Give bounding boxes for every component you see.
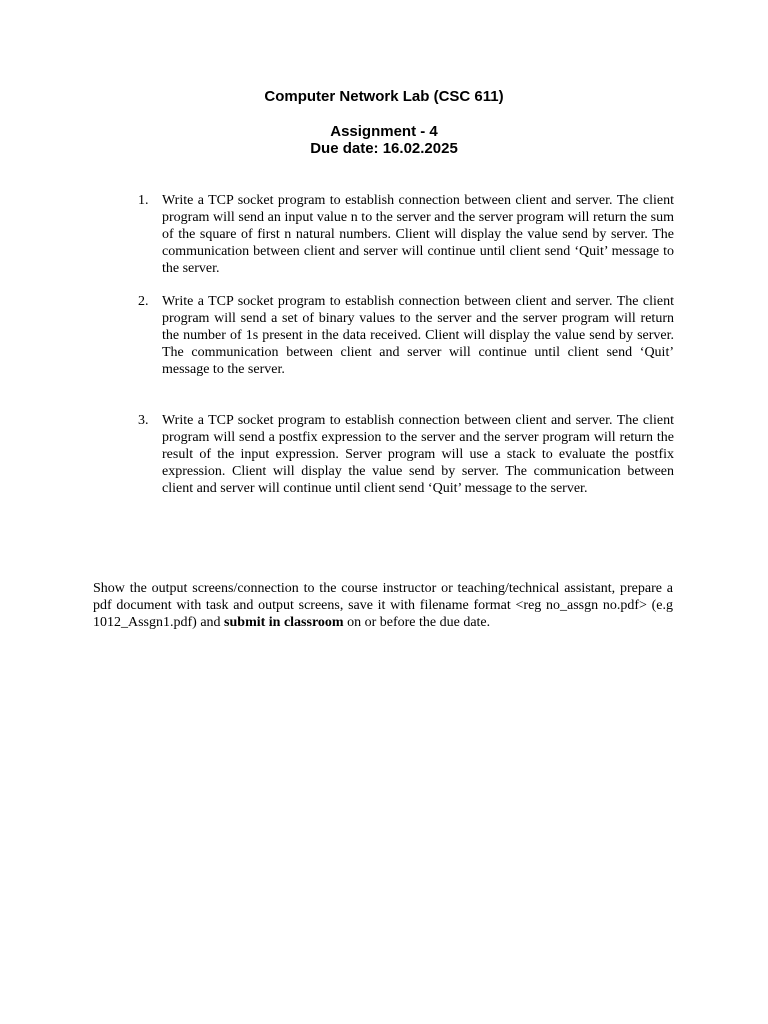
task-number: 1.	[138, 193, 149, 208]
submission-text-start: Show the output screens/connection to the course instructor or teaching/technical assistant, prepare a pdf document with task and output screens, save it with filename format <reg no_assgn no.pdf> (e.g 1012_Assgn1.pdf) and	[93, 581, 673, 630]
task-text: Write a TCP socket program to establish connection between client and server. The client program will send a set of binary values to the server and the server program will return the number of 1s present in the data received. Client will display the value send by server. The communication between client and server will continue until client send ‘Quit’ message to the server.	[162, 294, 674, 377]
course-title: Computer Network Lab (CSC 611)	[264, 88, 504, 105]
task-item-2	[138, 293, 674, 378]
due-date: Due date: 16.02.2025	[310, 140, 458, 157]
task-item-1	[138, 192, 674, 277]
submission-emphasis: submit in classroom	[224, 615, 344, 630]
task-text: Write a TCP socket program to establish connection between client and server. The client program will send an input value n to the server and the server program will return the sum of the square of first n natural numbers. Client will display the value send by server. The communication between client and server will continue until client send ‘Quit’ message to the server.	[162, 193, 674, 276]
assignment-title: Assignment - 4	[330, 123, 438, 140]
task-item-3	[138, 412, 674, 497]
submission-text-end: on or before the due date.	[343, 615, 491, 630]
task-text: Write a TCP socket program to establish connection between client and server. The client program will send a postfix expression to the server and the server program will return the result of the input expression. Server program will use a stack to evaluate the postfix expression. Client will display the value send by server. The communication between client and server will continue until client send ‘Quit’ message to the server.	[162, 413, 674, 496]
task-number: 2.	[138, 294, 149, 309]
submission-instructions	[93, 580, 673, 631]
task-number: 3.	[138, 413, 149, 428]
